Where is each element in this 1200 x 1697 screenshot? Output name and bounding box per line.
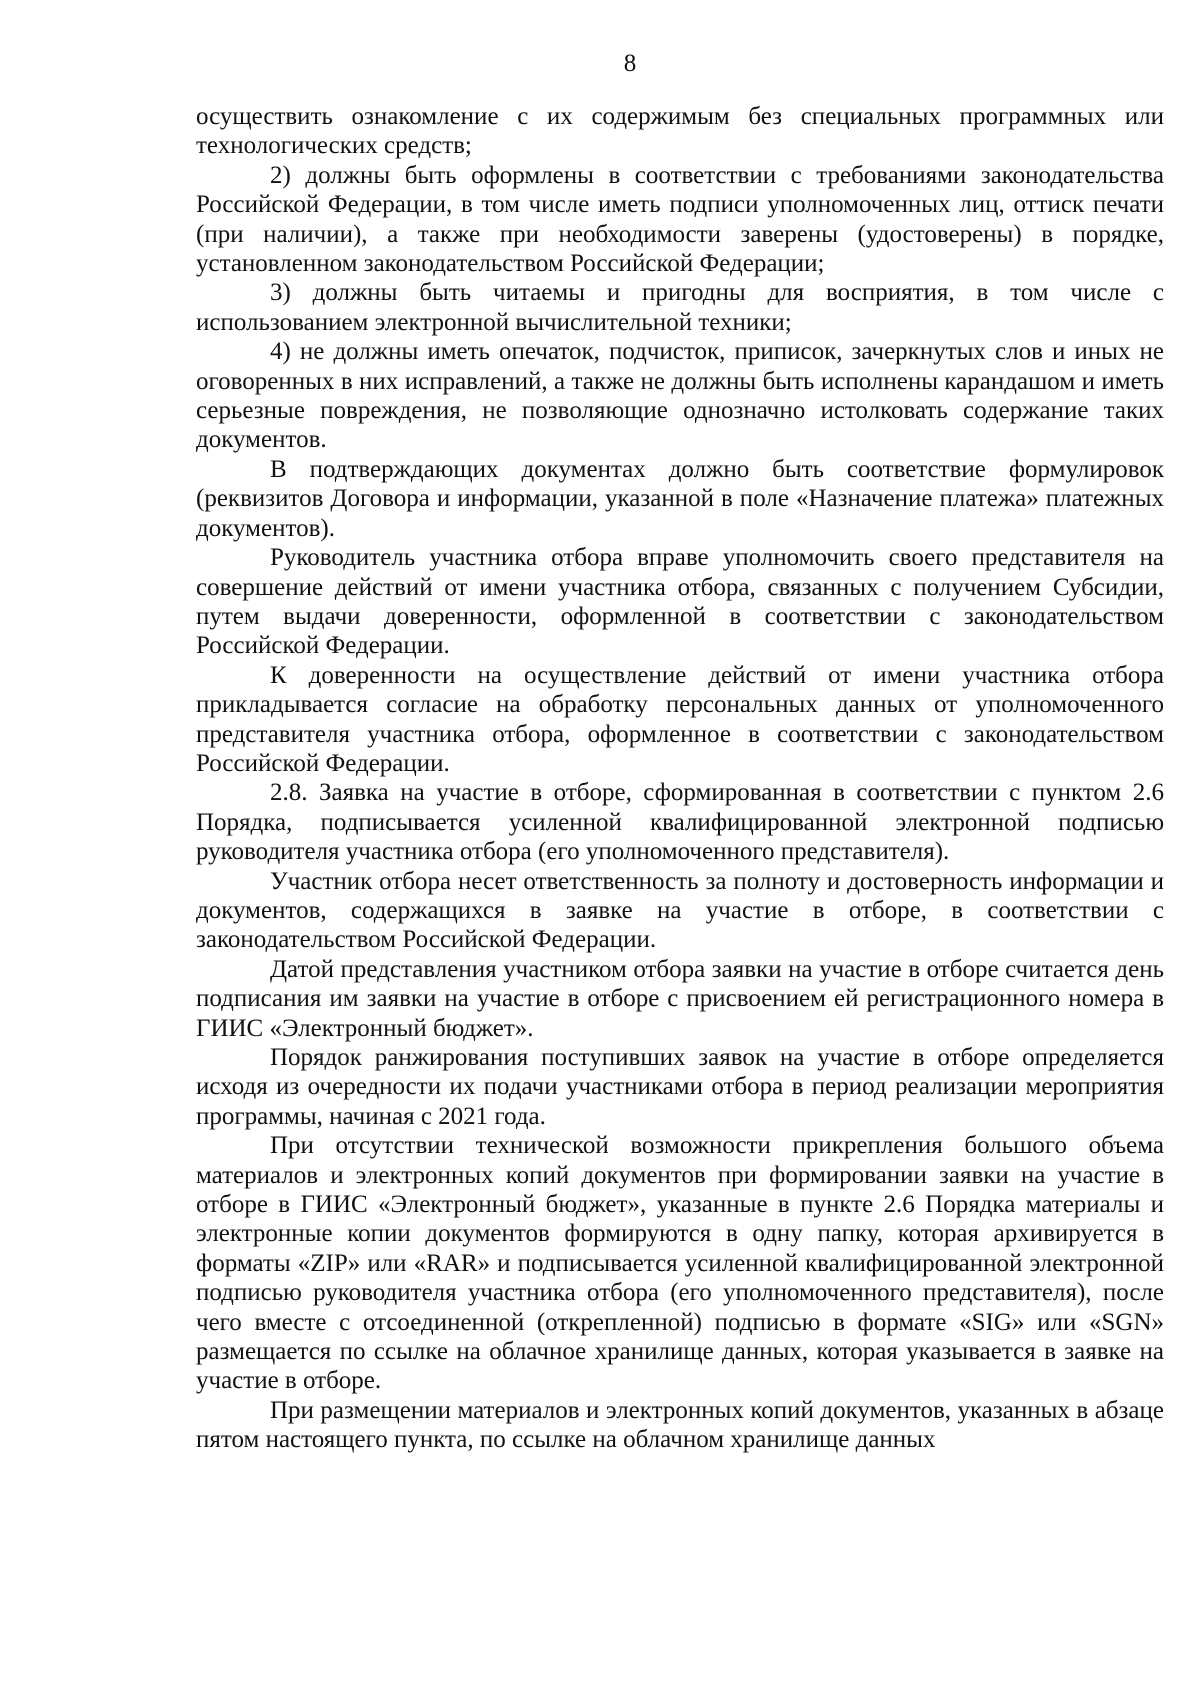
paragraph: Участник отбора несет ответственность за полноту и достоверность информации и документов, содержащихся в заявке на участие в отборе, в соответствии с законодательством Российской Федерации. <box>196 867 1164 954</box>
paragraph: 2.8. Заявка на участие в отборе, сформированная в соответствии с пунктом 2.6 Порядка, подписывается усиленной квалифицированной электронной подписью руководителя участника отбора (его уполномоченного представителя). <box>196 779 1164 866</box>
paragraph: осуществить ознакомление с их содержимым без специальных программных или технологических средств; <box>196 103 1164 160</box>
page-number: 8 <box>623 50 637 77</box>
paragraph: Порядок ранжирования поступивших заявок на участие в отборе определяется исходя из очередности их подачи участниками отбора в период реализации мероприятия программы, начиная с 2021 года. <box>196 1044 1164 1130</box>
paragraph: При размещении материалов и электронных копий документов, указанных в абзаце пятом настоящего пункта, по ссылке на облачном хранилище данных <box>196 1396 1164 1454</box>
paragraph: 4) не должны иметь опечаток, подчисток, приписок, зачеркнутых слов и иных не оговоренных в них исправлений, а также не должны быть исполнены карандашом и иметь серьезные повреждения, не позволяющие однозначно истолковать содержание таких документов. <box>196 338 1164 454</box>
paragraph: Руководитель участника отбора вправе уполномочить своего представителя на совершение действий от имени участника отбора, связанных с получением Субсидии, путем выдачи доверенности, оформленной в соответствии с законодательством Российской Федерации. <box>196 544 1164 660</box>
paragraph: К доверенности на осуществление действий от имени участника отбора прикладывается согласие на обработку персональных данных от уполномоченного представителя участника отбора, оформленное в соответствии с законодательством Российской Федерации. <box>196 661 1164 777</box>
document-body <box>196 102 1164 1455</box>
paragraph: 2) должны быть оформлены в соответствии с требованиями законодательства Российской Федерации, в том числе иметь подписи уполномоченных лиц, оттиск печати (при наличии), а также при необходимости заверены (удостоверены) в порядке, установленном законодательством Российской Федерации; <box>196 161 1164 278</box>
paragraph: Датой представления участником отбора заявки на участие в отборе считается день подписания им заявки на участие в отборе с присвоением ей регистрационного номера в ГИИС «Электронный бюджет». <box>196 955 1164 1042</box>
paragraph: 3) должны быть читаемы и пригодны для восприятия, в том числе с использованием электронной вычислительной техники; <box>196 279 1164 336</box>
paragraph: В подтверждающих документах должно быть соответствие формулировок (реквизитов Договора и информации, указанной в поле «Назначение платежа» платежных документов). <box>196 455 1164 542</box>
paragraph: При отсутствии технической возможности прикрепления большого объема материалов и электронных копий документов при формировании заявки на участие в отборе в ГИИС «Электронный бюджет», указанные в пункте 2.6 Порядка материалы и электронные копии документов формируются в одну папку, которая архивируется в форматы «ZIP» или «RAR» и подписывается усиленной квалифицированной электронной подписью руководителя участника отбора (его уполномоченного представителя), после чего вместе с отсоединенной (открепленной) подписью в формате «SIG» или «SGN» размещается по ссылке на облачное хранилище данных, которая указывается в заявке на участие в отборе. <box>196 1132 1164 1395</box>
